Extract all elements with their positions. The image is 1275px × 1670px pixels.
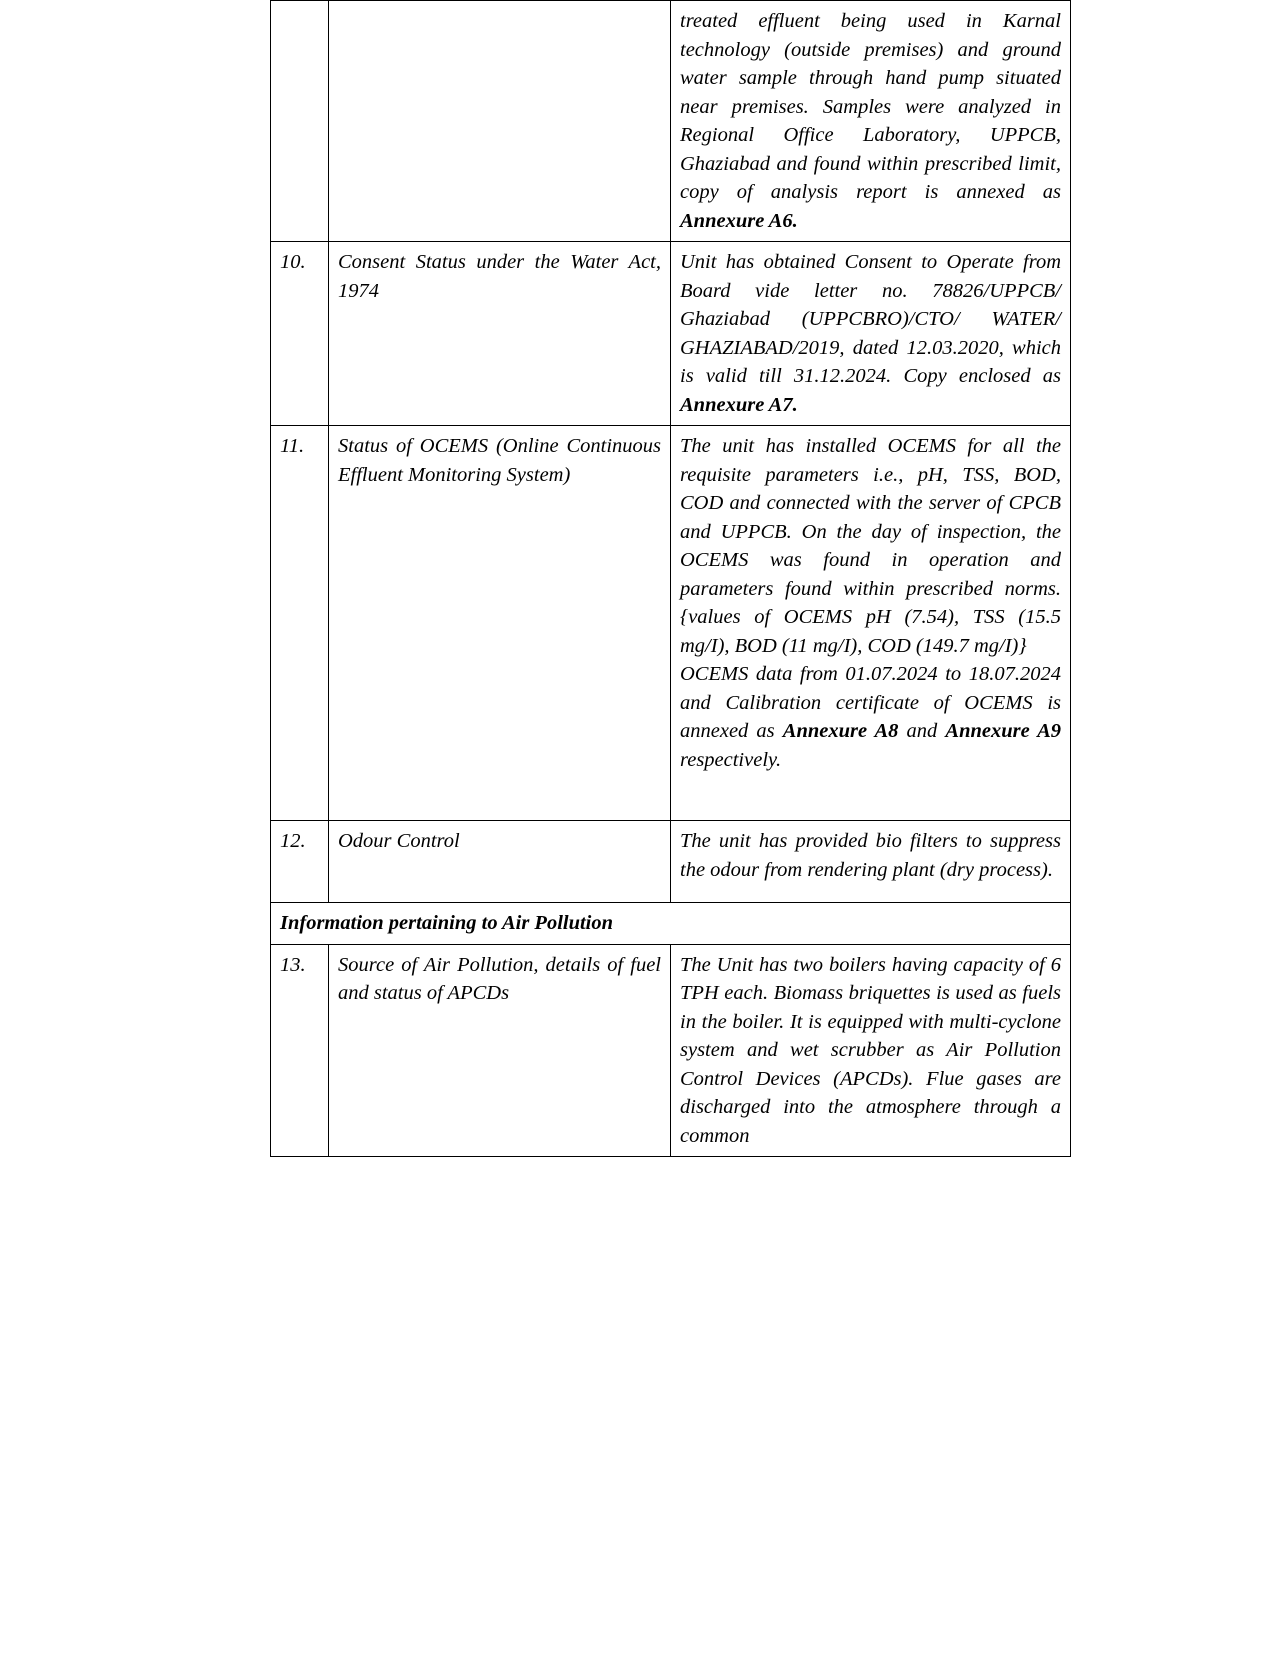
row-value-paragraph-1: The unit has installed OCEMS for all the requisite parameters i.e., pH, TSS, BOD, COD and connected with the server of CPCB and UPPCB. On the day of inspection, the OCEMS was found in operation and parameters found within prescribed norms. {values of OCEMS pH (7.54), TSS (15.5 mg/I), BOD (11 mg/I), COD (149.7 mg/I)}: [680, 435, 1061, 657]
row-value-text: treated effluent being used in Karnal technology (outside premises) and ground water sample through hand pump situated near premises. Samples were analyzed in Regional Office Laboratory, UPPCB, Ghaziabad and found within prescribed limit, copy of analysis report is annexed as Annexure A6.: [680, 10, 1061, 232]
annexure-reference: Annexure A7.: [680, 393, 798, 416]
row-value-cell: [671, 821, 1071, 903]
row-value-text: The Unit has two boilers having capacity of 6 TPH each. Biomass briquettes is used as fuels in the boiler. It is equipped with multi-cyclone system and wet scrubber as Air Pollution Control Devices (APCDs). Flue gases are discharged into the atmosphere through a common: [680, 953, 1061, 1147]
row-value-cell: [671, 944, 1071, 1157]
row-value-cell: [671, 426, 1071, 821]
annexure-reference: Annexure A6.: [680, 209, 798, 232]
table-row: [271, 944, 1071, 1157]
row-label-cell: Status of OCEMS (Online Continuous Effluent Monitoring System): [329, 426, 671, 821]
row-label-cell: Source of Air Pollution, details of fuel and status of APCDs: [329, 944, 671, 1157]
row-label-cell: Consent Status under the Water Act, 1974: [329, 242, 671, 426]
table-section-row: [271, 903, 1071, 945]
annexure-reference-a9: Annexure A9: [945, 720, 1062, 742]
row-number-cell: 11.: [271, 426, 329, 821]
row-number-cell: 12.: [271, 821, 329, 903]
table-row: [271, 821, 1071, 903]
row-value-cell: [671, 1, 1071, 242]
row-value-text: The unit has provided bio filters to suppress the odour from rendering plant (dry process).: [680, 830, 1061, 881]
inspection-details-table: [270, 0, 1071, 1157]
row-number-cell: 10.: [271, 242, 329, 426]
row-value-paragraph-2: OCEMS data from 01.07.2024 to 18.07.2024 and Calibration certificate of OCEMS is annexed as Annexure A8 and Annexure A9 respectively.: [680, 663, 1062, 771]
row-value-cell: [671, 242, 1071, 426]
table-row: [271, 426, 1071, 821]
annexure-reference-a8: Annexure A8: [782, 720, 899, 742]
row-number-cell: 13.: [271, 944, 329, 1157]
row-label-cell: [329, 1, 671, 242]
row-label-cell: Odour Control: [329, 821, 671, 903]
row-value-text: Unit has obtained Consent to Operate from Board vide letter no. 78826/UPPCB/ Ghaziabad (UPPCBRO)/CTO/ WATER/ GHAZIABAD/2019, dated 12.03.2020, which is valid till 31.12.2024. Copy enclosed as Annexure A7.: [680, 251, 1061, 416]
section-heading: Information pertaining to Air Pollution: [271, 903, 1071, 945]
row-number-cell: [271, 1, 329, 242]
table-row: [271, 1, 1071, 242]
table-row: [271, 242, 1071, 426]
